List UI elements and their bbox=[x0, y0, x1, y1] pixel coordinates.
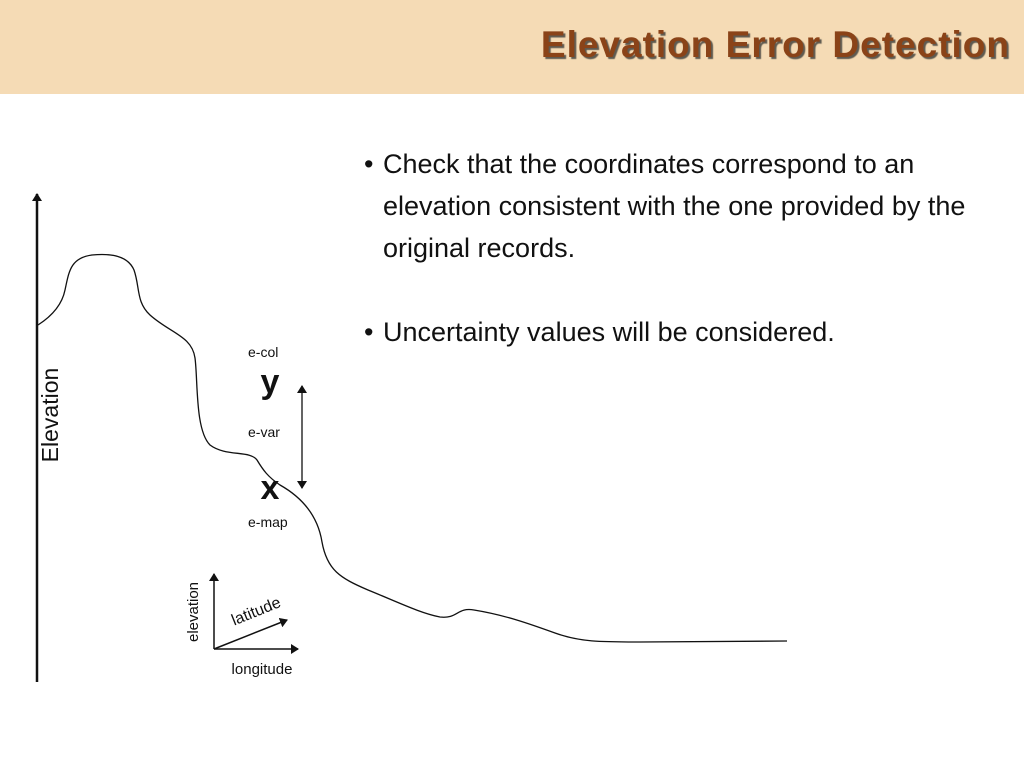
inset-longitude-label: longitude bbox=[231, 661, 293, 678]
main-elevation-axis-label: Elevation bbox=[37, 367, 63, 463]
bullet-icon: • bbox=[364, 149, 374, 179]
e-map-label: e-map bbox=[248, 514, 288, 530]
x-marker: x bbox=[260, 469, 280, 507]
bullet-text: Check that the coordinates correspond to an elevation consistent with the one provided by the original records. bbox=[383, 149, 966, 263]
slide-title: Elevation Error Detection bbox=[540, 24, 1010, 65]
e-var-label: e-var bbox=[248, 424, 280, 440]
inset-elevation-label: elevation bbox=[185, 581, 202, 643]
terrain-profile-line bbox=[38, 254, 787, 642]
y-marker: y bbox=[260, 363, 280, 401]
bullet-text: Uncertainty values will be considered. bbox=[383, 317, 835, 347]
bullet-icon: • bbox=[364, 317, 374, 347]
e-col-label: e-col bbox=[248, 344, 279, 360]
inset-latitude-label: latitude bbox=[229, 594, 284, 630]
inset-latitude-axis bbox=[214, 620, 287, 649]
